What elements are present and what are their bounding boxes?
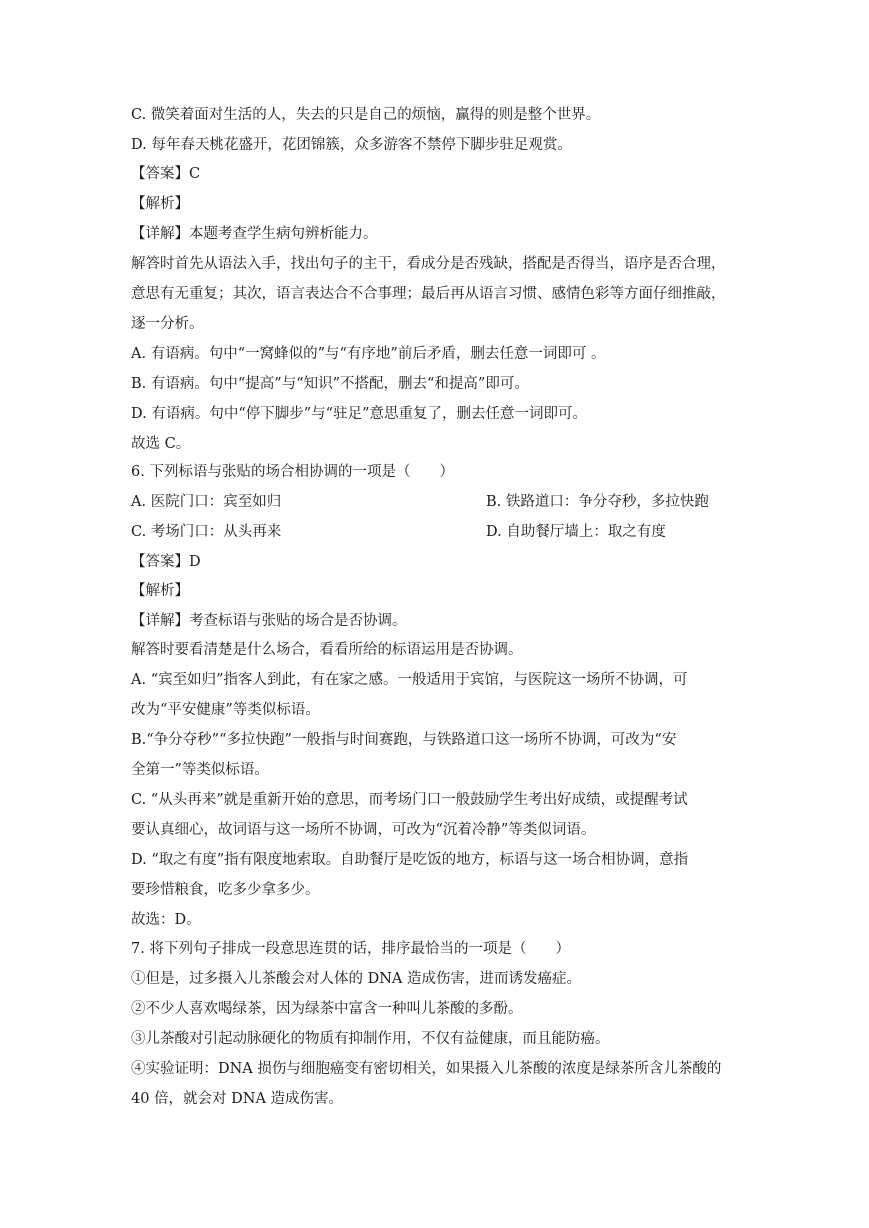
sentence-2: ②不少人喜欢喝绿茶，因为绿茶中富含一种叫儿茶酸的多酚。 bbox=[131, 1001, 523, 1017]
explanation-c: C. “从头再来”就是重新开始的意思，而考场门口一般鼓励学生考出好成绩，或提醒考试 bbox=[131, 792, 688, 808]
option-c-line: C. 微笑着面对生活的人，失去的只是自己的烦恼，赢得的则是整个世界。 bbox=[131, 107, 601, 123]
paragraph-line: 意思有无重复；其次，语言表达合不合事理；最后再从语言习惯、感情色彩等方面仔细推敲， bbox=[131, 286, 726, 302]
q6-option-a: A. 医院门口：宾至如归 bbox=[131, 494, 282, 510]
conclusion-line: 故选：D。 bbox=[131, 912, 201, 928]
sentence-4-cont: 40 倍，就会对 DNA 造成伤害。 bbox=[131, 1091, 344, 1107]
explanation-d: D. “取之有度”指有限度地索取。自助餐厅是吃饭的地方，标语与这一场合相协调，意指 bbox=[131, 852, 689, 868]
analysis-label: 【解析】 bbox=[131, 583, 189, 599]
explanation-b: B. 有语病。句中“提高”与“知识”不搭配，删去“和提高”即可。 bbox=[131, 376, 529, 392]
question-7: 7. 将下列句子排成一段意思连贯的话，排序最恰当的一项是（ ） bbox=[131, 941, 570, 957]
conclusion-line: 故选 C。 bbox=[131, 436, 191, 452]
q6-option-d: D. 自助餐厅墙上：取之有度 bbox=[486, 524, 666, 540]
explanation-d-cont: 要珍惜粮食，吃多少拿多少。 bbox=[131, 882, 320, 898]
q6-option-c: C. 考场门口：从头再来 bbox=[131, 524, 282, 540]
explanation-b: B.“争分夺秒”“多拉快跑”一般指与时间赛跑，与铁路道口这一场所不协调，可改为“安 bbox=[131, 732, 677, 748]
explanation-b-cont: 全第一”等类似标语。 bbox=[131, 762, 269, 778]
paragraph-line: 逐一分析。 bbox=[131, 316, 204, 332]
detail-line: 【详解】本题考查学生病句辨析能力。 bbox=[131, 226, 378, 242]
sentence-4: ④实验证明：DNA 损伤与细胞癌变有密切相关，如果摄入儿茶酸的浓度是绿茶所含儿茶酸的 bbox=[131, 1061, 722, 1077]
paragraph-line: 解答时首先从语法入手，找出句子的主干，看成分是否残缺，搭配是否得当，语序是否合理， bbox=[131, 256, 726, 272]
explanation-c-cont: 要认真细心，故词语与这一场所不协调，可改为“沉着冷静”等类似词语。 bbox=[131, 822, 596, 838]
analysis-label: 【解析】 bbox=[131, 196, 189, 212]
detail-line: 【详解】考查标语与张贴的场合是否协调。 bbox=[131, 613, 407, 629]
option-d-line: D. 每年春天桃花盛开，花团锦簇，众多游客不禁停下脚步驻足观赏。 bbox=[131, 137, 572, 153]
question-6: 6. 下列标语与张贴的场合相协调的一项是（ ） bbox=[131, 464, 454, 480]
q6-option-b: B. 铁路道口：争分夺秒，多拉快跑 bbox=[486, 494, 709, 510]
explanation-a: A. “宾至如归”指客人到此，有在家之感。一般适用于宾馆，与医院这一场所不协调，可 bbox=[131, 672, 688, 688]
answer-label: 【答案】C bbox=[131, 166, 201, 182]
explanation-d: D. 有语病。句中“停下脚步”与“驻足”意思重复了，删去任意一词即可。 bbox=[131, 406, 587, 422]
sentence-1: ①但是，过多摄入儿茶酸会对人体的 DNA 造成伤害，进而诱发癌症。 bbox=[131, 971, 582, 987]
paragraph-line: 解答时要看清楚是什么场合，看看所给的标语运用是否协调。 bbox=[131, 642, 523, 658]
explanation-a: A. 有语病。句中“一窝蜂似的”与“有序地”前后矛盾，删去任意一词即可 。 bbox=[131, 346, 606, 362]
answer-label: 【答案】D bbox=[131, 554, 201, 570]
sentence-3: ③儿茶酸对引起动脉硬化的物质有抑制作用，不仅有益健康，而且能防癌。 bbox=[131, 1031, 610, 1047]
explanation-a-cont: 改为“平安健康”等类似标语。 bbox=[131, 702, 320, 718]
